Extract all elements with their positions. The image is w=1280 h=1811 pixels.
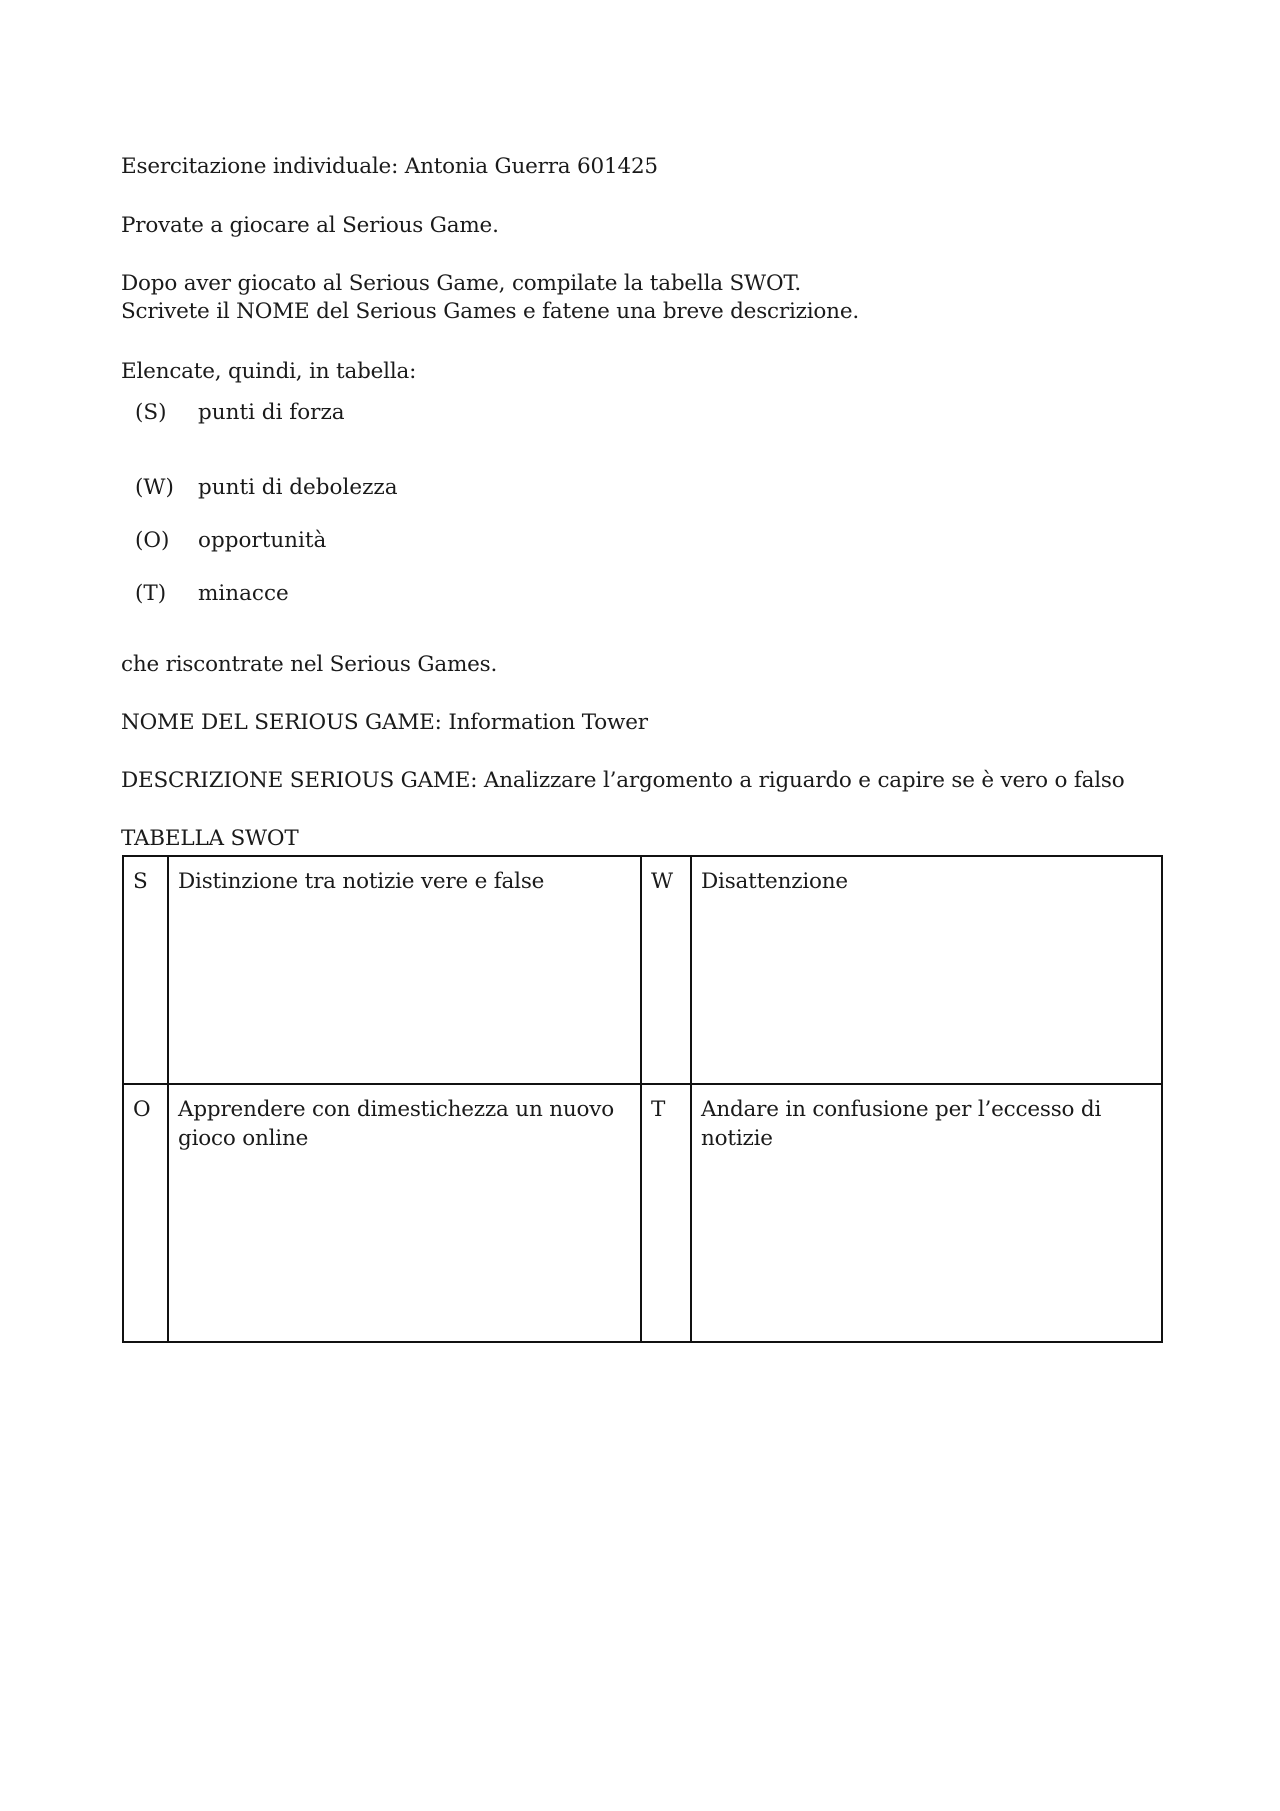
swot-row-opportunities-threats [123, 1084, 1162, 1342]
swot-row-strengths-weaknesses [123, 856, 1162, 1084]
table-title: TABELLA SWOT [121, 826, 299, 851]
swot-cell-strengths-letter: S [123, 856, 168, 1084]
list-item-opportunities [135, 527, 326, 555]
game-name-line: NOME DEL SERIOUS GAME: Information Tower [121, 710, 648, 735]
list-label: punti di debolezza [198, 475, 398, 500]
instruction-play: Provate a giocare al Serious Game. [121, 213, 499, 238]
list-marker: (O) [135, 528, 170, 553]
swot-cell-weaknesses-text: Disattenzione [691, 856, 1162, 1084]
list-item-weaknesses [135, 474, 398, 502]
list-marker: (T) [135, 581, 167, 606]
list-item-threats [135, 580, 289, 608]
list-label: minacce [198, 581, 289, 606]
swot-cell-opportunities-text: Apprendere con dimestichezza un nuovo gioco online [168, 1084, 641, 1342]
intro-line: Esercitazione individuale: Antonia Guerra 601425 [121, 154, 658, 179]
list-label: opportunità [198, 528, 327, 553]
instruction-table-line-2: Scrivete il NOME del Serious Games e fatene una breve descrizione. [121, 299, 859, 324]
swot-cell-weaknesses-letter: W [641, 856, 691, 1084]
list-label: punti di forza [198, 400, 345, 425]
list-marker: (W) [135, 475, 174, 500]
swot-cell-strengths-text: Distinzione tra notizie vere e false [168, 856, 641, 1084]
game-description-line: DESCRIZIONE SERIOUS GAME: Analizzare l’argomento a riguardo e capire se è vero o falso [121, 768, 1125, 793]
list-outro: che riscontrate nel Serious Games. [121, 652, 498, 677]
swot-cell-opportunities-letter: O [123, 1084, 168, 1342]
swot-cell-threats-text: Andare in confusione per l’eccesso di notizie [691, 1084, 1162, 1342]
list-marker: (S) [135, 400, 167, 425]
swot-cell-threats-letter: T [641, 1084, 691, 1342]
list-item-strengths [135, 399, 345, 427]
instruction-table-line-1: Dopo aver giocato al Serious Game, compilate la tabella SWOT. [121, 271, 801, 296]
list-intro: Elencate, quindi, in tabella: [121, 359, 417, 384]
swot-table [122, 855, 1163, 1343]
